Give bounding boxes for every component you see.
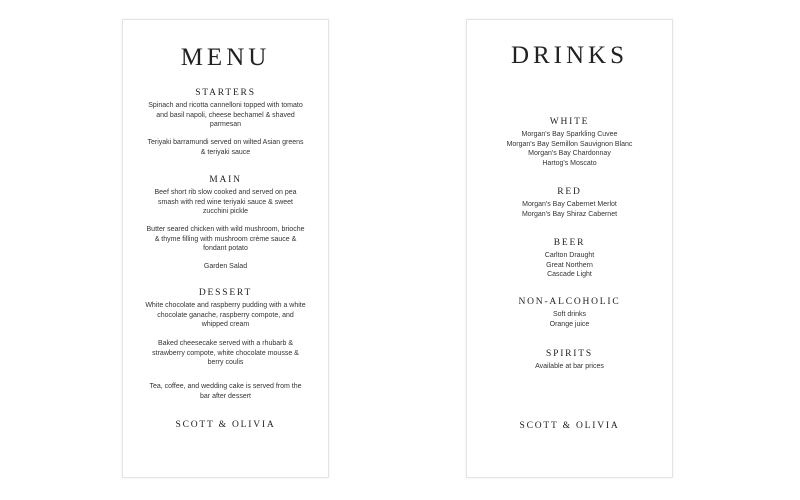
dessert-item-cheesecake: Baked cheesecake served with a rhubarb & strawberry compote, white chocolate mousse & berry coulis bbox=[152, 340, 299, 367]
drinks-title: DRINKS bbox=[510, 42, 629, 69]
starters-item-cannelloni: Spinach and ricotta cannelloni topped with tomato and basil napoli, cheese bechamel & shaved parmesan bbox=[148, 102, 303, 129]
spirits-list bbox=[467, 362, 672, 372]
non-alcoholic-list bbox=[467, 310, 672, 329]
list-item: Great Northern bbox=[546, 261, 593, 269]
list-item: Morgan's Bay Shiraz Cabernet bbox=[521, 210, 618, 218]
beer-list bbox=[467, 251, 672, 280]
red-heading: RED bbox=[557, 187, 582, 197]
starters-heading: STARTERS bbox=[195, 88, 256, 98]
menu-card bbox=[122, 19, 329, 478]
dessert-heading: DESSERT bbox=[198, 288, 253, 298]
red-list bbox=[467, 200, 672, 219]
list-item: Morgan's Bay Semillon Sauvignon Blanc bbox=[506, 140, 633, 148]
dessert-item-pudding: White chocolate and raspberry pudding with a white chocolate ganache, raspberry compote, and whipped cream bbox=[145, 302, 306, 329]
drinks-card bbox=[466, 19, 673, 478]
menu-title: MENU bbox=[180, 44, 271, 71]
list-item: Carlton Draught bbox=[544, 252, 595, 259]
list-item: Morgan's Bay Sparkling Cuvee bbox=[521, 131, 618, 138]
list-item: Orange juice bbox=[549, 320, 590, 328]
dessert-note: Tea, coffee, and wedding cake is served from the bar after dessert bbox=[149, 383, 302, 400]
white-list bbox=[467, 130, 672, 168]
drinks-footer-names: SCOTT & OLIVIA bbox=[519, 421, 620, 431]
non-alcoholic-heading: NON-ALCOHOLIC bbox=[518, 297, 621, 307]
list-item: Soft drinks bbox=[552, 311, 587, 318]
list-item: Cascade Light bbox=[547, 271, 592, 279]
white-heading: WHITE bbox=[549, 117, 590, 127]
main-item-beef: Beef short rib slow cooked and served on pea smash with red wine teriyaki sauce & sweet zucchini pickle bbox=[154, 189, 297, 216]
spirits-heading: SPIRITS bbox=[546, 349, 593, 359]
list-item: Available at bar prices bbox=[535, 363, 604, 370]
main-heading: MAIN bbox=[209, 175, 242, 185]
main-item-salad: Garden Salad bbox=[203, 263, 248, 270]
list-item: Morgan's Bay Cabernet Merlot bbox=[522, 201, 617, 208]
list-item: Hartog's Moscato bbox=[542, 159, 597, 167]
beer-heading: BEER bbox=[553, 238, 586, 248]
list-item: Morgan's Bay Chardonnay bbox=[528, 150, 611, 158]
menu-footer-names: SCOTT & OLIVIA bbox=[175, 420, 276, 430]
starters-item-barramundi: Teriyaki barramundi served on wilted Asian greens & teriyaki sauce bbox=[147, 139, 304, 156]
main-item-chicken: Butter seared chicken with wild mushroom, brioche & thyme filling with mushroom crème sauce & fondant potato bbox=[146, 226, 305, 253]
